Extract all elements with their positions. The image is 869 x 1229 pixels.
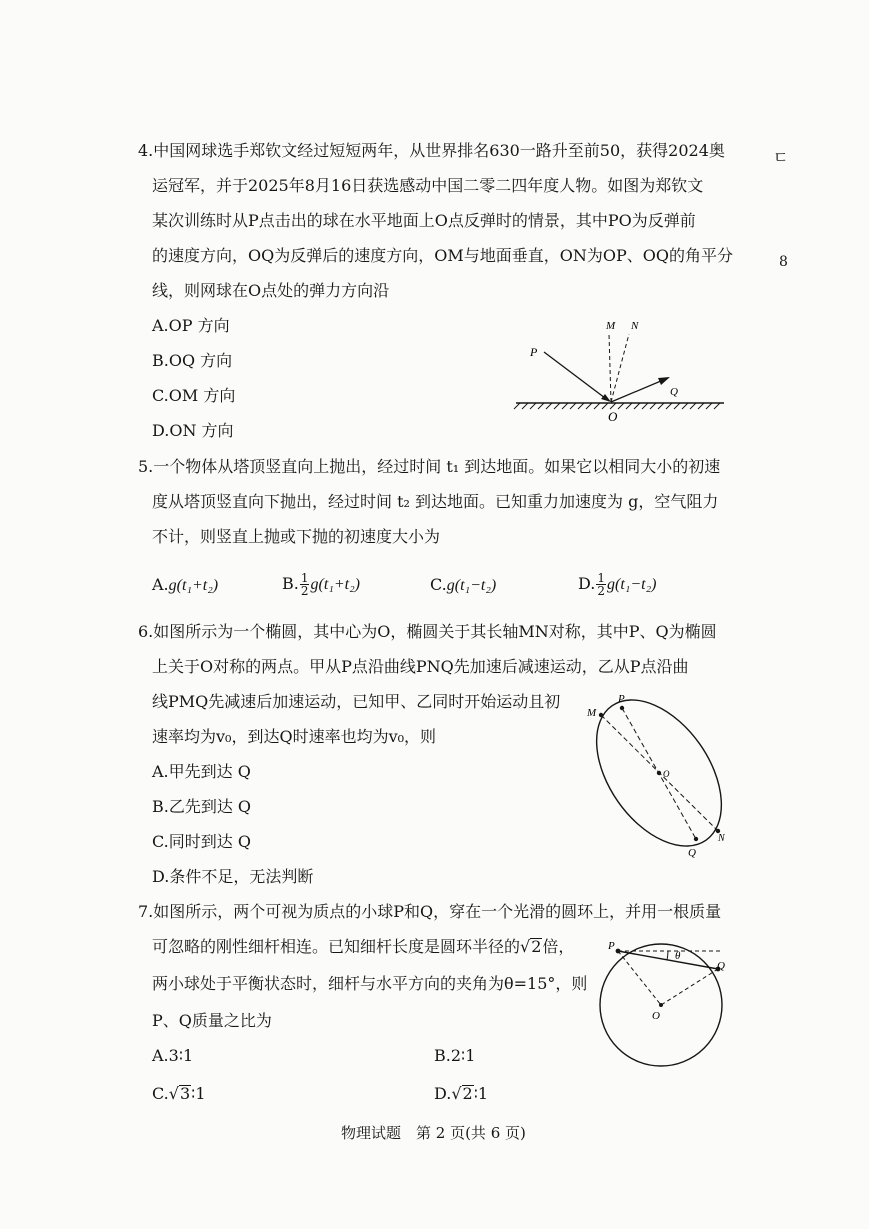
q6-line-4: 速率均为v₀，到达Q时速率也均为v₀，则 (152, 727, 437, 746)
po-arrowhead (601, 394, 611, 402)
q7-line-2-text: 可忽略的刚性细杆相连。已知细杆长度是圆环半径的 (152, 937, 521, 956)
sqrt-sign: √ (168, 1084, 179, 1103)
q7-figure (596, 935, 736, 1075)
q7-option-a (152, 1046, 193, 1066)
q5-option-a-label: A. (152, 575, 169, 594)
q6-option-c: C.同时到达 Q (152, 832, 251, 851)
label-o: O (608, 409, 618, 424)
q6-option-d: D.条件不足，无法判断 (152, 867, 314, 886)
point-m (599, 713, 603, 717)
margin-mark-mid: 8 (779, 254, 788, 270)
q7-sqrt-radicand: 2 (531, 937, 542, 956)
sqrt-sign: √ (451, 1084, 462, 1103)
q7-line-1: 7.如图所示，两个可视为质点的小球P和Q，穿在一个光滑的圆环上，并用一根质量 (138, 902, 722, 921)
label-o: O (652, 1010, 660, 1022)
q7-option-c-label: C. (152, 1084, 169, 1103)
q5-option-d-fraction (596, 572, 606, 597)
label-theta: θ (675, 950, 681, 962)
q5-option-b (282, 566, 360, 603)
fraction-denominator: 2 (597, 584, 605, 598)
q5-option-c-expr: g(t₁−t₂) (446, 577, 497, 594)
margin-mark-top: ㄷ (773, 148, 789, 167)
om-dashed-line (609, 334, 611, 402)
oq-arrowhead (658, 377, 670, 385)
theta-arc (667, 951, 668, 960)
q4-line-4: 的速度方向，OQ为反弹后的速度方向，OM与地面垂直，ON为OP、OQ的角平分 (152, 246, 733, 265)
oq-dashed (661, 969, 718, 1005)
q7-option-b-text: 2∶1 (450, 1046, 476, 1065)
q7-option-b (434, 1046, 475, 1066)
q5-option-d-expr: g(t₁−t₂) (606, 576, 657, 593)
po-line (544, 352, 609, 401)
q4-figure (510, 312, 730, 427)
q6-option-a: A.甲先到达 Q (152, 762, 251, 781)
label-p: P (530, 345, 538, 359)
q7-option-d-radicand: 2 (462, 1084, 473, 1103)
label-o: O (663, 769, 670, 779)
q5-option-d (578, 566, 656, 603)
on-dashed-line (611, 334, 629, 402)
q5-option-b-fraction (300, 572, 310, 597)
q4-option-a: A.OP 方向 (152, 316, 230, 335)
label-n: N (631, 320, 639, 332)
q6-figure (580, 690, 740, 865)
q7-option-a-label: A. (152, 1046, 169, 1065)
label-n: N (718, 833, 725, 844)
q5-option-b-label: B. (282, 574, 299, 593)
q4-line-5: 线，则网球在O点处的弹力方向沿 (152, 281, 390, 300)
q5-option-b-expr: g(t₁+t₂) (310, 576, 360, 593)
q4-line-3: 某次训练时从P点击出的球在水平地面上O点反弹时的情景，其中PO为反弹前 (152, 211, 696, 230)
q7-option-c-radicand: 3 (179, 1084, 191, 1103)
q5-line-3: 不计，则竖直上抛或下抛的初速度大小为 (152, 527, 441, 546)
q5-option-d-label: D. (578, 574, 596, 593)
q7-line-3: 两小球处于平衡状态时，细杆与水平方向的夹角为θ=15°，则 (152, 974, 588, 993)
page-footer: 物理试题 第 2 页(共 6 页) (341, 1124, 526, 1142)
q5-option-a-expr: g(t₁+t₂) (168, 577, 219, 594)
oq-line (611, 378, 668, 402)
label-p: P (618, 693, 625, 705)
fraction-numerator: 1 (597, 571, 605, 585)
q7-option-b-label: B. (434, 1046, 451, 1065)
label-q: Q (670, 386, 678, 398)
q7-option-a-text: 3∶1 (168, 1046, 194, 1065)
point-p (620, 706, 624, 710)
q5-option-a (152, 575, 218, 596)
q4-option-b: B.OQ 方向 (152, 351, 233, 370)
q6-line-1: 6.如图所示为一个椭圆，其中心为O，椭圆关于其长轴MN对称，其中P、Q为椭圆 (138, 622, 717, 641)
q7-option-d (434, 1084, 488, 1104)
label-m: M (606, 320, 616, 332)
q4-option-c: C.OM 方向 (152, 386, 236, 405)
label-m: M (587, 707, 597, 719)
ball-p (616, 949, 621, 954)
label-p: P (608, 940, 615, 952)
q4-line-2: 运冠军，并于2025年8月16日获选感动中国二零二四年度人物。如图为郑钦文 (152, 176, 704, 195)
fraction-denominator: 2 (300, 584, 309, 598)
q7-option-d-text: ∶1 (473, 1084, 489, 1103)
point-q (694, 837, 698, 841)
q4-option-d: D.ON 方向 (152, 421, 234, 440)
q7-option-c (152, 1084, 206, 1104)
op-dashed (618, 951, 661, 1005)
q6-line-3: 线PMQ先减速后加速运动，已知甲、乙同时开始运动且初 (152, 692, 561, 711)
q7-option-c-text: ∶1 (191, 1084, 206, 1103)
q7-line-4: P、Q质量之比为 (152, 1011, 272, 1030)
q7-line-2 (152, 937, 574, 957)
center-o (659, 1003, 663, 1007)
q6-option-b: B.乙先到达 Q (152, 797, 252, 816)
q7-line-2-tail: 倍， (542, 937, 575, 956)
q7-option-d-label: D. (434, 1084, 452, 1103)
q6-line-2: 上关于O对称的两点。甲从P点沿曲线PNQ先加速后减速运动，乙从P点沿曲 (152, 657, 689, 676)
q5-option-c-label: C. (430, 575, 447, 594)
point-o (657, 771, 661, 775)
fraction-numerator: 1 (300, 571, 309, 585)
sqrt-sign: √ (520, 937, 531, 956)
q5-line-1: 5.一个物体从塔顶竖直向上抛出，经过时间 t₁ 到达地面。如果它以相同大小的初速 (138, 457, 721, 476)
label-q: Q (717, 960, 725, 972)
q5-option-c (430, 575, 496, 596)
label-q: Q (688, 847, 696, 859)
q4-line-1: 4.中国网球选手郑钦文经过短短两年，从世界排名630一路升至前50，获得2024奥 (138, 141, 725, 160)
q5-line-2: 度从塔顶竖直向下抛出，经过时间 t₂ 到达地面。已知重力加速度为 g，空气阻力 (152, 492, 719, 511)
